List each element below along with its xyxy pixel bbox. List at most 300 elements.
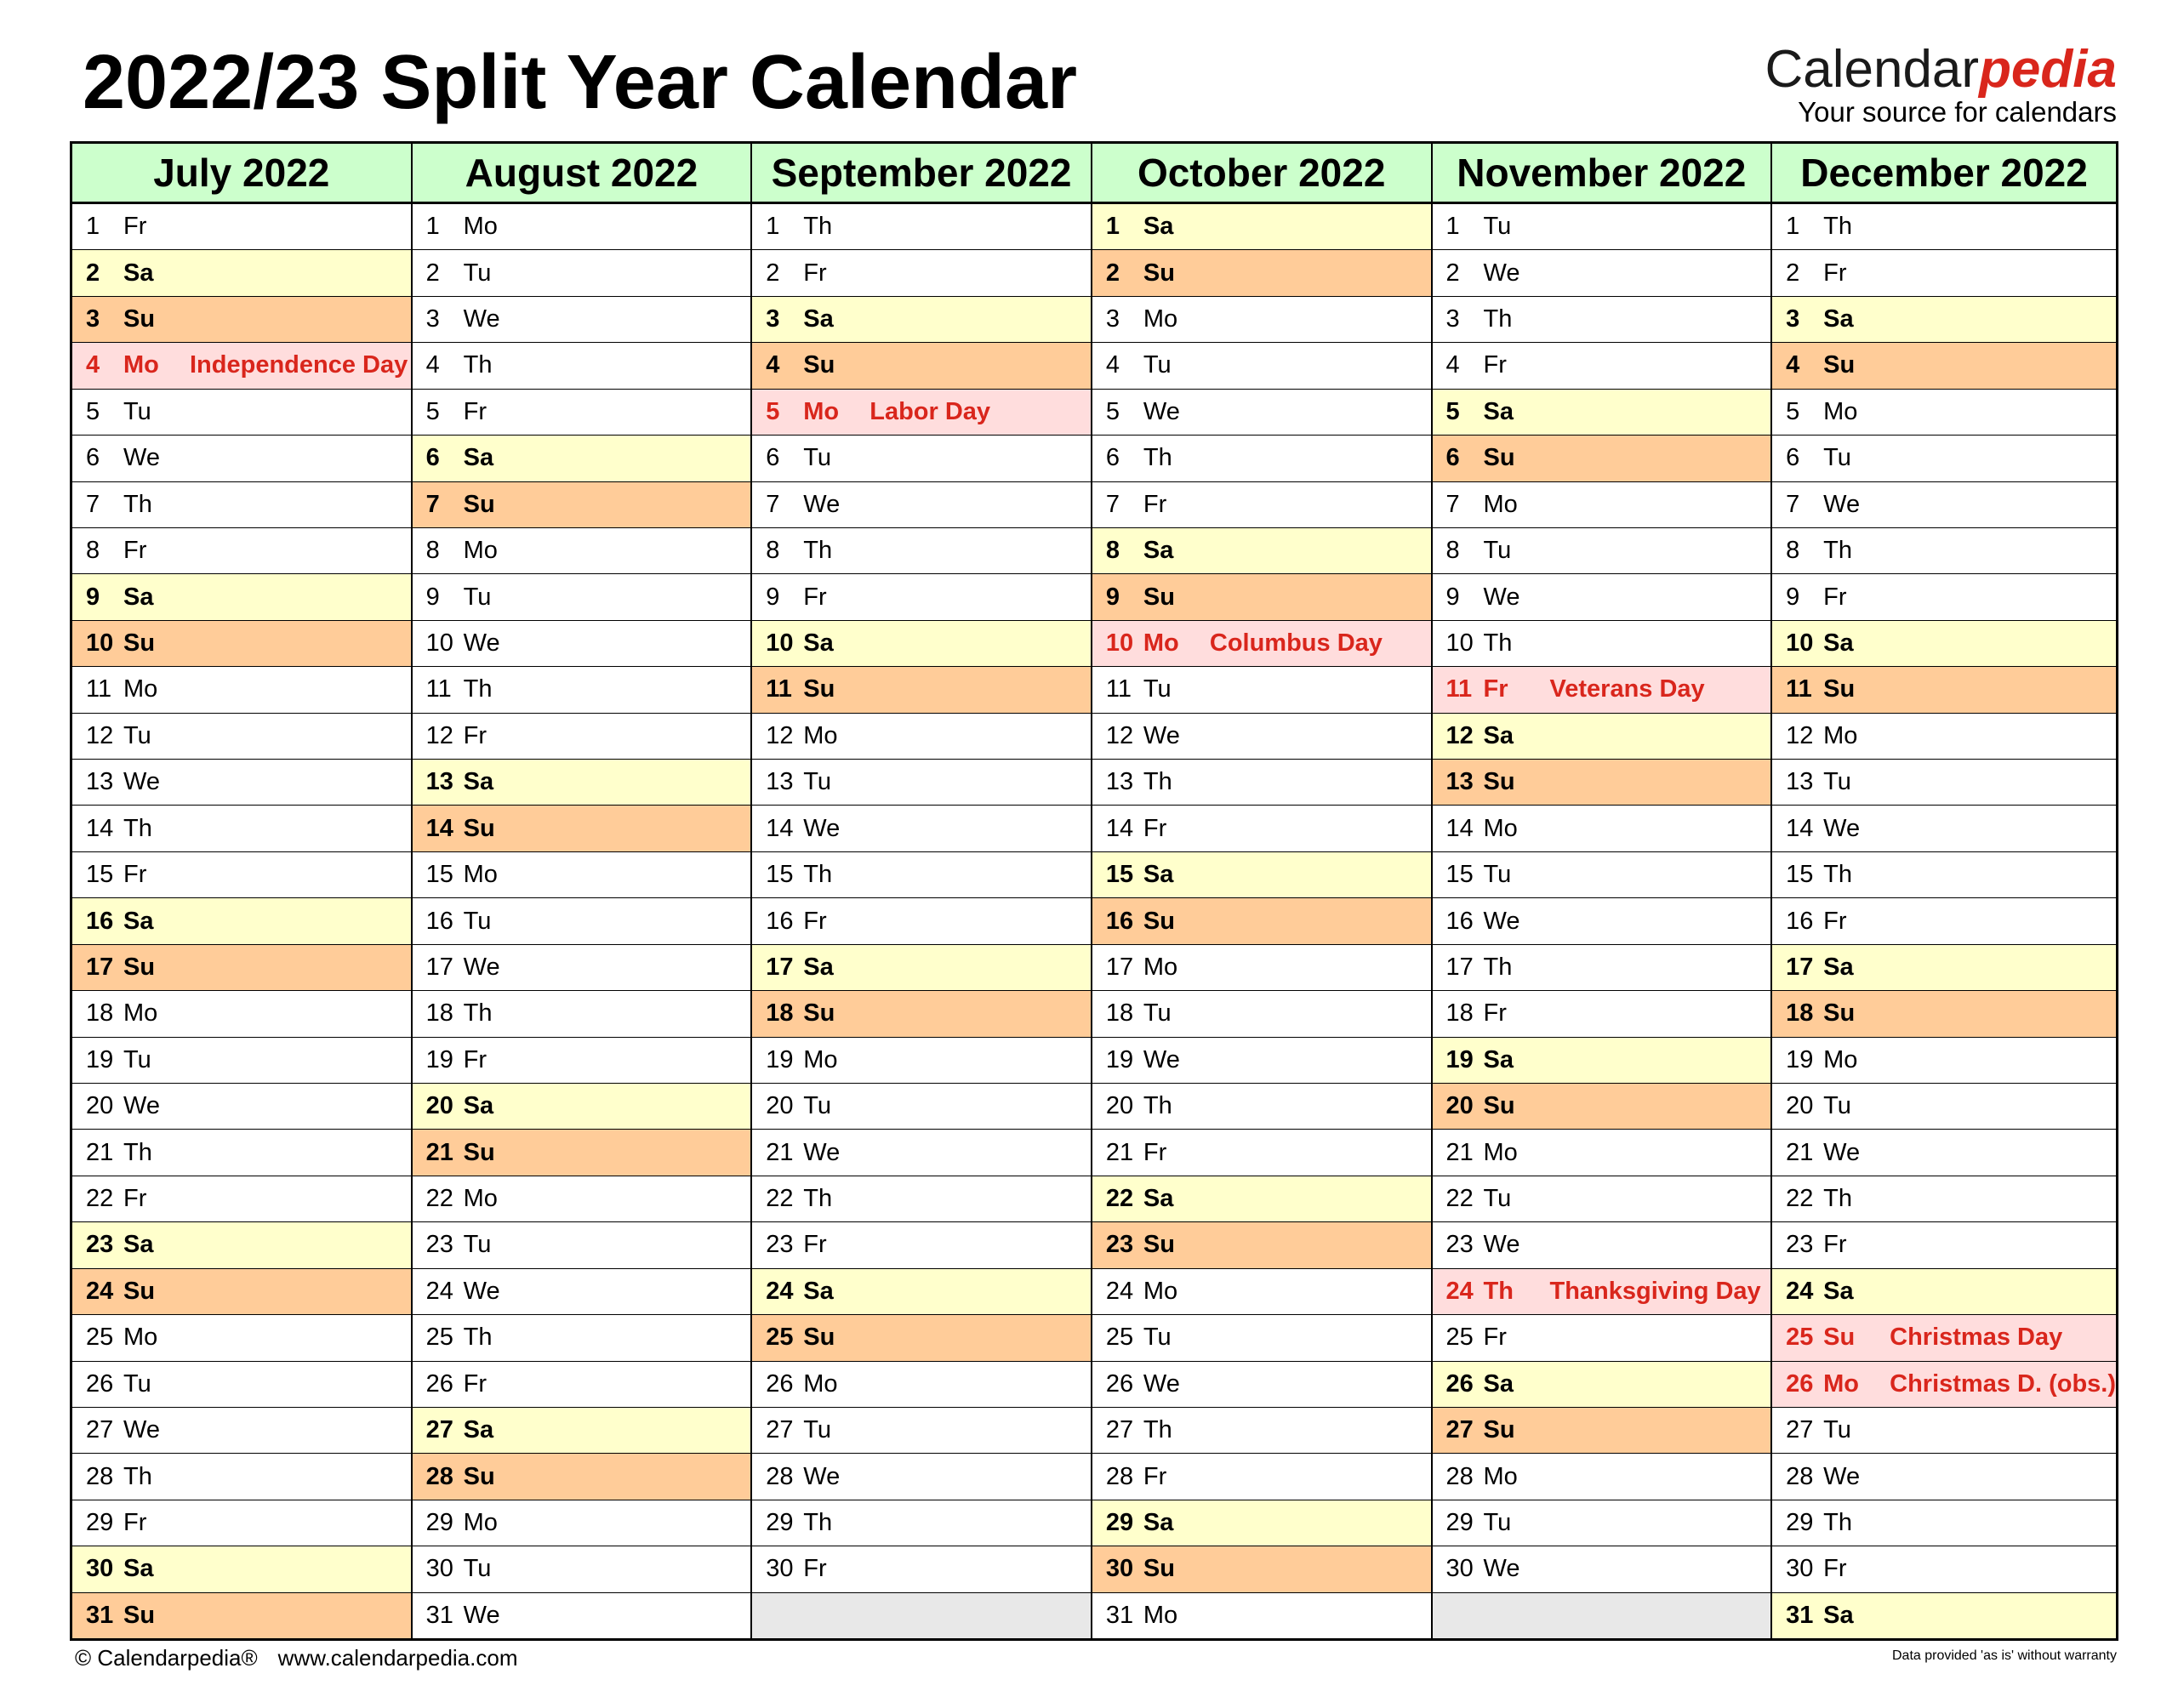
day-cell	[1433, 482, 1771, 528]
day-cell	[752, 1130, 1091, 1176]
weekday-label: We	[463, 1601, 500, 1629]
day-cell	[413, 1176, 751, 1222]
day-cell	[72, 297, 411, 343]
weekday-label: We	[123, 1092, 160, 1120]
weekday-label: Th	[803, 1185, 833, 1213]
holiday-name: Independence Day	[190, 351, 408, 379]
weekday-label: Th	[1823, 213, 1852, 241]
day-number: 22	[766, 1185, 794, 1213]
day-cell	[1433, 991, 1771, 1037]
weekday-label: Su	[1483, 1092, 1515, 1120]
weekday-label: We	[803, 1462, 841, 1490]
day-cell	[1433, 621, 1771, 667]
logo-brand-accent: pedia	[1979, 40, 2117, 99]
day-cell	[413, 806, 751, 851]
weekday-label: We	[1823, 814, 1861, 842]
day-number: 4	[1786, 351, 1800, 379]
day-number: 13	[1786, 768, 1814, 796]
day-cell	[1433, 1315, 1771, 1361]
day-number: 17	[1445, 953, 1474, 981]
weekday-label: Su	[463, 1462, 495, 1490]
day-cell	[1092, 250, 1431, 296]
weekday-label: Su	[123, 1601, 156, 1629]
day-number: 15	[766, 861, 794, 889]
weekday-label: Th	[463, 675, 493, 703]
weekday-label: Fr	[1823, 1231, 1847, 1259]
day-cell	[72, 1315, 411, 1361]
weekday-label: Mo	[1143, 1601, 1178, 1629]
month-header: November 2022	[1433, 144, 1771, 204]
day-cell	[1772, 945, 2116, 991]
day-number: 9	[1445, 583, 1460, 611]
day-number: 9	[1105, 583, 1120, 611]
day-number: 27	[1105, 1416, 1134, 1444]
calendar-grid	[70, 141, 2118, 1641]
day-cell	[413, 1038, 751, 1084]
month-column	[1091, 144, 1431, 1638]
day-number: 2	[86, 259, 100, 287]
weekday-label: We	[1483, 907, 1520, 935]
weekday-label: Mo	[1483, 1462, 1518, 1490]
day-cell	[72, 482, 411, 528]
day-cell	[1433, 250, 1771, 296]
day-number: 28	[766, 1462, 794, 1490]
day-number: 7	[766, 490, 780, 518]
weekday-label: Tu	[463, 259, 492, 287]
holiday-day-cell	[1772, 1315, 2116, 1361]
day-number: 27	[1445, 1416, 1474, 1444]
weekday-label: We	[1483, 259, 1520, 287]
day-number: 19	[1105, 1045, 1134, 1073]
day-cell	[1092, 1408, 1431, 1454]
day-number: 7	[425, 490, 440, 518]
weekday-label: Th	[1823, 537, 1852, 565]
day-number: 26	[1786, 1369, 1814, 1398]
holiday-name: Thanksgiving Day	[1549, 1277, 1761, 1305]
day-number: 26	[425, 1369, 453, 1398]
day-cell	[1092, 390, 1431, 436]
footer-disclaimer: Data provided 'as is' without warranty	[1891, 1648, 2117, 1663]
day-number: 25	[1105, 1324, 1134, 1352]
month-days	[413, 204, 751, 1638]
day-cell	[1092, 1454, 1431, 1500]
day-number: 16	[1105, 907, 1134, 935]
day-number: 18	[86, 999, 114, 1028]
month-days	[72, 204, 411, 1638]
day-number: 23	[766, 1231, 794, 1259]
day-cell	[1092, 945, 1431, 991]
weekday-label: Th	[123, 490, 152, 518]
day-number: 31	[86, 1601, 114, 1629]
day-number: 21	[766, 1138, 794, 1166]
day-number: 11	[1105, 675, 1132, 703]
day-cell	[752, 343, 1091, 389]
weekday-label: Th	[1483, 629, 1513, 657]
day-cell	[1433, 1546, 1771, 1592]
weekday-label: Mo	[1143, 953, 1178, 981]
day-cell	[1433, 343, 1771, 389]
holiday-name: Veterans Day	[1549, 675, 1705, 703]
weekday-label: Th	[1483, 1277, 1514, 1305]
day-cell	[413, 343, 751, 389]
weekday-label: Mo	[1483, 1138, 1518, 1166]
day-cell	[752, 1362, 1091, 1408]
weekday-label: Fr	[123, 1185, 147, 1213]
day-cell	[72, 714, 411, 760]
weekday-label: Su	[463, 814, 495, 842]
day-cell	[1092, 1038, 1431, 1084]
weekday-label: Su	[123, 305, 156, 333]
weekday-label: Tu	[803, 444, 832, 472]
weekday-label: Fr	[1823, 583, 1847, 611]
holiday-name: Columbus Day	[1209, 629, 1383, 657]
weekday-label: Fr	[803, 1231, 827, 1259]
weekday-label: Th	[1823, 1509, 1852, 1537]
weekday-label: Sa	[123, 259, 154, 287]
day-cell	[413, 760, 751, 806]
day-number: 23	[1786, 1231, 1814, 1259]
weekday-label: Sa	[1143, 861, 1174, 889]
day-number: 14	[1786, 814, 1814, 842]
logo-tagline: Your source for calendars	[1798, 96, 2117, 128]
day-cell	[413, 852, 751, 898]
weekday-label: Mo	[1483, 490, 1518, 518]
day-number: 26	[1445, 1369, 1474, 1398]
day-cell	[413, 714, 751, 760]
day-cell	[413, 1130, 751, 1176]
weekday-label: Fr	[803, 1555, 827, 1583]
day-cell	[752, 945, 1091, 991]
holiday-name: Christmas Day	[1890, 1324, 2063, 1352]
day-number: 6	[86, 444, 100, 472]
weekday-label: We	[1483, 1231, 1520, 1259]
calendarpedia-logo[interactable]	[1765, 40, 2117, 128]
weekday-label: Sa	[1483, 1369, 1514, 1398]
weekday-label: Th	[1143, 1092, 1172, 1120]
logo-brand	[1765, 40, 2117, 99]
holiday-day-cell	[1772, 1362, 2116, 1408]
day-cell	[1772, 667, 2116, 713]
day-cell	[72, 436, 411, 481]
day-cell	[413, 574, 751, 620]
month-header: December 2022	[1772, 144, 2116, 204]
weekday-label: Mo	[803, 397, 840, 425]
day-number: 17	[1786, 953, 1814, 981]
day-number: 29	[1445, 1509, 1474, 1537]
weekday-label: Fr	[1823, 259, 1847, 287]
day-number: 2	[1445, 259, 1460, 287]
day-number: 2	[1786, 259, 1800, 287]
day-cell	[413, 1593, 751, 1638]
day-number: 31	[1105, 1601, 1134, 1629]
day-number: 13	[1105, 768, 1134, 796]
day-cell	[752, 1222, 1091, 1268]
weekday-label: Mo	[123, 999, 158, 1028]
weekday-label: We	[1823, 1462, 1861, 1490]
weekday-label: Tu	[1143, 675, 1172, 703]
day-cell	[752, 574, 1091, 620]
day-number: 4	[1445, 351, 1460, 379]
day-cell	[413, 390, 751, 436]
day-cell	[1092, 1130, 1431, 1176]
weekday-label: Sa	[463, 1416, 494, 1444]
weekday-label: Mo	[463, 1509, 498, 1537]
day-cell	[1433, 1362, 1771, 1408]
day-cell	[1772, 1038, 2116, 1084]
day-cell	[72, 991, 411, 1037]
day-cell	[413, 436, 751, 481]
day-number: 15	[1105, 861, 1134, 889]
day-cell	[1433, 1500, 1771, 1546]
day-cell	[752, 852, 1091, 898]
day-number: 25	[86, 1324, 114, 1352]
day-number: 7	[1105, 490, 1120, 518]
day-number: 30	[86, 1555, 114, 1583]
weekday-label: Mo	[123, 1324, 158, 1352]
day-cell	[72, 667, 411, 713]
day-cell	[413, 1454, 751, 1500]
weekday-label: We	[803, 814, 841, 842]
weekday-label: Su	[1143, 259, 1175, 287]
weekday-label: Sa	[123, 583, 154, 611]
day-cell	[752, 714, 1091, 760]
day-number: 11	[1445, 675, 1473, 703]
weekday-label: Mo	[123, 351, 159, 379]
day-cell	[1433, 945, 1771, 991]
day-number: 7	[1445, 490, 1460, 518]
day-number: 12	[1445, 721, 1474, 749]
day-cell	[1772, 621, 2116, 667]
day-cell	[1433, 1084, 1771, 1130]
day-cell	[1772, 390, 2116, 436]
day-cell	[752, 621, 1091, 667]
weekday-label: Mo	[803, 1369, 838, 1398]
weekday-label: Tu	[1483, 537, 1512, 565]
weekday-label: Su	[123, 953, 156, 981]
day-number: 24	[86, 1277, 114, 1305]
day-cell	[413, 1546, 751, 1592]
weekday-label: Fr	[1143, 1138, 1167, 1166]
day-cell	[72, 1269, 411, 1315]
holiday-day-cell	[1092, 621, 1431, 667]
day-cell	[1772, 1593, 2116, 1638]
weekday-label: Tu	[1823, 444, 1851, 472]
day-number: 29	[1105, 1509, 1134, 1537]
day-number: 8	[1105, 537, 1120, 565]
day-cell	[752, 482, 1091, 528]
weekday-label: Fr	[123, 861, 147, 889]
weekday-label: Tu	[1143, 1324, 1172, 1352]
day-cell	[1433, 204, 1771, 250]
day-number: 17	[766, 953, 794, 981]
footer-url[interactable]: www.calendarpedia.com	[277, 1645, 518, 1671]
weekday-label: Su	[803, 1324, 835, 1352]
footer-left	[75, 1645, 517, 1671]
month-header: July 2022	[72, 144, 411, 204]
weekday-label: Su	[803, 999, 835, 1028]
day-number: 20	[1445, 1092, 1474, 1120]
weekday-label: Th	[1143, 768, 1172, 796]
day-cell	[1772, 806, 2116, 851]
day-cell	[1772, 297, 2116, 343]
day-cell	[1772, 343, 2116, 389]
day-number: 20	[1105, 1092, 1134, 1120]
day-cell	[1433, 1130, 1771, 1176]
weekday-label: Su	[1143, 583, 1175, 611]
day-number: 29	[86, 1509, 114, 1537]
day-number: 27	[766, 1416, 794, 1444]
weekday-label: Sa	[803, 953, 834, 981]
day-number: 30	[425, 1555, 453, 1583]
day-cell	[1092, 714, 1431, 760]
month-column	[750, 144, 1091, 1638]
day-number: 16	[86, 907, 114, 935]
weekday-label: We	[803, 1138, 841, 1166]
day-number: 23	[1445, 1231, 1474, 1259]
day-number: 4	[86, 351, 100, 379]
footer-copyright: © Calendarpedia®	[75, 1645, 258, 1671]
day-number: 23	[425, 1231, 453, 1259]
day-cell	[752, 528, 1091, 574]
weekday-label: We	[463, 953, 500, 981]
weekday-label: Sa	[803, 305, 834, 333]
day-number: 3	[1105, 305, 1120, 333]
weekday-label: Tu	[803, 1092, 832, 1120]
weekday-label: Fr	[123, 1509, 147, 1537]
day-cell	[1772, 714, 2116, 760]
day-number: 25	[1786, 1324, 1814, 1352]
day-number: 11	[425, 675, 452, 703]
weekday-label: Su	[1823, 999, 1856, 1028]
day-number: 24	[1105, 1277, 1134, 1305]
weekday-label: Fr	[123, 213, 147, 241]
day-cell	[1433, 852, 1771, 898]
weekday-label: Tu	[123, 721, 151, 749]
weekday-label: Mo	[463, 1185, 498, 1213]
day-number: 18	[766, 999, 794, 1028]
month-column	[411, 144, 751, 1638]
day-number: 5	[1445, 397, 1460, 425]
weekday-label: Fr	[1143, 814, 1167, 842]
logo-brand-main: Calendar	[1765, 40, 1980, 99]
day-number: 2	[766, 259, 780, 287]
day-number: 7	[86, 490, 100, 518]
day-number: 24	[766, 1277, 794, 1305]
day-number: 25	[425, 1324, 453, 1352]
day-number: 9	[86, 583, 100, 611]
day-number: 21	[1786, 1138, 1814, 1166]
weekday-label: Fr	[1483, 351, 1507, 379]
day-number: 27	[1786, 1416, 1814, 1444]
day-cell	[1092, 1315, 1431, 1361]
day-cell	[752, 1269, 1091, 1315]
day-cell	[1433, 390, 1771, 436]
weekday-label: Tu	[1143, 999, 1172, 1028]
day-cell	[1772, 1408, 2116, 1454]
day-cell	[413, 1222, 751, 1268]
day-number: 12	[1786, 721, 1814, 749]
weekday-label: Mo	[463, 861, 498, 889]
day-number: 10	[1445, 629, 1474, 657]
day-number: 19	[1445, 1045, 1474, 1073]
day-cell	[752, 1500, 1091, 1546]
day-number: 22	[1105, 1185, 1134, 1213]
empty-day-cell	[1433, 1593, 1771, 1638]
day-number: 22	[1786, 1185, 1814, 1213]
day-cell	[752, 436, 1091, 481]
day-number: 22	[86, 1185, 114, 1213]
day-number: 28	[425, 1462, 453, 1490]
weekday-label: Sa	[1143, 537, 1174, 565]
day-number: 11	[766, 675, 792, 703]
day-cell	[1772, 1084, 2116, 1130]
day-number: 18	[425, 999, 453, 1028]
weekday-label: Mo	[1143, 1277, 1178, 1305]
weekday-label: Sa	[1143, 1185, 1174, 1213]
day-number: 10	[86, 629, 114, 657]
day-cell	[413, 528, 751, 574]
day-number: 13	[1445, 768, 1474, 796]
weekday-label: Th	[123, 1138, 152, 1166]
day-cell	[72, 204, 411, 250]
day-cell	[72, 528, 411, 574]
day-cell	[1092, 343, 1431, 389]
weekday-label: Su	[1483, 768, 1515, 796]
weekday-label: Mo	[463, 537, 498, 565]
weekday-label: Su	[1483, 444, 1515, 472]
holiday-day-cell	[72, 343, 411, 389]
day-number: 5	[1786, 397, 1800, 425]
day-number: 3	[1786, 305, 1800, 333]
day-cell	[752, 1038, 1091, 1084]
weekday-label: We	[1143, 1369, 1180, 1398]
month-days	[1433, 204, 1771, 1638]
day-cell	[1092, 574, 1431, 620]
weekday-label: Fr	[1143, 490, 1167, 518]
day-number: 20	[86, 1092, 114, 1120]
day-number: 10	[766, 629, 794, 657]
day-cell	[1772, 1269, 2116, 1315]
day-number: 14	[425, 814, 453, 842]
day-number: 15	[1786, 861, 1814, 889]
weekday-label: Mo	[123, 675, 158, 703]
day-number: 8	[1786, 537, 1800, 565]
day-number: 15	[425, 861, 453, 889]
day-cell	[752, 1454, 1091, 1500]
weekday-label: Fr	[1143, 1462, 1167, 1490]
day-number: 28	[86, 1462, 114, 1490]
day-number: 3	[86, 305, 100, 333]
weekday-label: Sa	[123, 907, 154, 935]
weekday-label: We	[123, 1416, 160, 1444]
weekday-label: Mo	[1823, 397, 1858, 425]
weekday-label: Tu	[123, 397, 151, 425]
day-number: 12	[86, 721, 114, 749]
weekday-label: We	[123, 768, 160, 796]
weekday-label: We	[1823, 1138, 1861, 1166]
weekday-label: Mo	[803, 1045, 838, 1073]
day-number: 13	[425, 768, 453, 796]
day-cell	[1433, 1222, 1771, 1268]
day-cell	[1772, 528, 2116, 574]
day-cell	[72, 1454, 411, 1500]
day-number: 21	[1105, 1138, 1134, 1166]
day-cell	[72, 945, 411, 991]
weekday-label: Su	[123, 1277, 156, 1305]
weekday-label: We	[1143, 397, 1180, 425]
day-number: 18	[1445, 999, 1474, 1028]
day-cell	[72, 1176, 411, 1222]
